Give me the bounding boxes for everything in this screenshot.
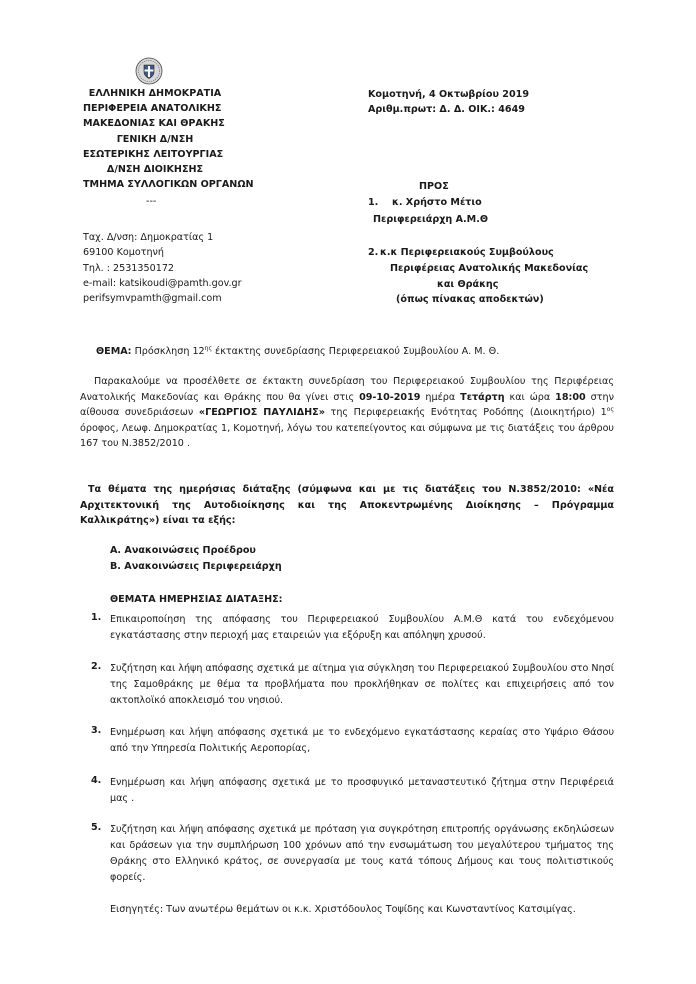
rapporteurs: Εισηγητές: Των ανωτέρω θεμάτων οι κ.κ. Χριστόδουλος Τοψίδης και Κωνσταντίνος Κατσιμίγας. xyxy=(110,904,576,915)
agenda-item-text: Συζήτηση και λήψη απόφασης σχετικά με αίτημα για σύγκληση του Περιφερειακού Συμβουλίου στο Νησί της Σαμοθράκης με θέμα τα προβλήματα που προκλήθηκαν σε πολίτες και επιχειρήσεις από τον ακτοπλοϊκό αποκλεισμό του νησιού. xyxy=(110,663,614,706)
intro-text: και ώρα xyxy=(504,391,556,403)
agenda-item-text: Ενημέρωση και λήψη απόφασης σχετικά με το ενδεχόμενο εγκατάστασης κεραίας στο Υψάριο Θάσου από την Υπηρεσία Πολιτικής Αεροπορίας, xyxy=(110,727,614,754)
recipient-1-title: Περιφερειάρχη Α.Μ.Θ xyxy=(373,214,488,225)
contact-phone: Τηλ. : 2531350172 xyxy=(83,262,175,274)
recipient-2-line1: κ.κ Περιφερειακούς Συμβούλους xyxy=(380,247,554,258)
issuer-line: Δ/ΝΣΗ ΔΙΟΙΚΗΣΗΣ xyxy=(106,164,204,176)
protocol-number: Αριθμ.πρωτ: Δ. Δ. ΟΙΚ.: 4649 xyxy=(368,104,525,115)
issuer-line: ΕΣΩΤΕΡΙΚΗΣ ΛΕΙΤΟΥΡΓΙΑΣ xyxy=(83,148,224,160)
agenda-item-number: 5. xyxy=(91,822,102,833)
document-date: Κομοτηνή, 4 Οκτωβρίου 2019 xyxy=(368,89,530,100)
floor-superscript: ος xyxy=(606,406,614,413)
contact-block xyxy=(83,230,242,306)
recipient-1-number: 1. xyxy=(368,197,379,208)
issuer-line: ΜΑΚΕΔΟΝΙΑΣ ΚΑΙ ΘΡΑΚΗΣ xyxy=(83,118,225,130)
intro-paragraph xyxy=(80,374,614,452)
subject-superscript: ης xyxy=(204,344,212,352)
intro-text: στην αίθουσα συνεδριάσεων xyxy=(80,391,614,419)
subject-line xyxy=(96,346,499,357)
agenda-intro: Τα θέματα της ημερήσιας διάταξης (σύμφωνα και με τις διατάξεις του Ν.3852/2010: «Νέα Αρχιτεκτονική της Αυτοδιοίκησης και της Αποκεντρωμένης Διοίκησης – Πρόγραμμα Καλλικράτης») είναι τα εξής: xyxy=(80,484,614,527)
subject-text-rest: έκτακτης συνεδρίασης Περιφερειακού Συμβουλίου Α. Μ. Θ. xyxy=(212,346,500,357)
recipient-2-line3: και Θράκης xyxy=(437,279,499,290)
meeting-day: Τετάρτη xyxy=(460,391,505,403)
recipient-2-line4: (όπως πίνακας αποδεκτών) xyxy=(396,294,544,305)
greek-emblem-icon xyxy=(135,57,163,85)
agenda-item-text: Ενημέρωση και λήψη απόφασης σχετικά με το προσφυγικό μεταναστευτικό ζήτημα στην Περιφέρειά μας . xyxy=(110,777,614,804)
agenda-item-number: 2. xyxy=(91,661,102,672)
contact-address: Ταχ. Δ/νση: Δημοκρατίας 1 xyxy=(83,232,214,243)
intro-text: ημέρα xyxy=(420,391,461,403)
issuer-line: ΠΕΡΙΦΕΡΕΙΑ ΑΝΑΤΟΛΙΚΗΣ xyxy=(83,103,222,115)
agenda-item-text: Συζήτηση και λήψη απόφασης σχετικά με πρόταση για συγκρότηση επιτροπής οργάνωσης εκδηλώσεων και δράσεων για την συμπλήρωση 100 χρόνων από την ενσωμάτωση του μεγαλύτερου τμήματος της Θράκης στο Ελληνικό κράτος, σε συνεργασία με τους κατά τόπους Δήμους και τους πολιτιστικούς φορείς. xyxy=(110,824,614,883)
issuer-line: ΓΕΝΙΚΗ Δ/ΝΣΗ xyxy=(116,133,194,145)
announcement-governor: Β. Ανακοινώσεις Περιφερειάρχη xyxy=(110,561,282,572)
separator: --- xyxy=(146,196,157,207)
issuer-block xyxy=(80,86,254,192)
meeting-date: 09-10-2019 xyxy=(359,391,421,403)
agenda-item-number: 4. xyxy=(91,775,102,786)
contact-email: e-mail: katsikoudi@pamth.gov.gr xyxy=(83,277,242,289)
recipient-1-name: κ. Χρήστο Μέτιο xyxy=(392,197,482,208)
intro-text: όροφος, Λεωφ. Δημοκρατίας 1, Κομοτηνή, λόγω του κατεπείγοντος και σύμφωνα με τις διατάξεις του άρθρου 167 του Ν.3852/2010 . xyxy=(80,422,614,450)
agenda-item-number: 1. xyxy=(91,612,102,623)
meeting-time: 18:00 xyxy=(555,391,586,403)
intro-text: Παρακαλούμε να προσέλθετε σε έκτακτη συνεδρίαση του Περιφερειακού Συμβουλίου της Περιφέρειας Ανατολικής Μακεδονίας και Θράκης που θα γίνει στις xyxy=(80,376,614,403)
recipient-2-line2: Περιφέρειας Ανατολικής Μακεδονίας xyxy=(390,263,589,274)
intro-text: της Περιφερειακής Ενότητας Ροδόπης (Διοικητήριο) 1 xyxy=(324,407,607,419)
contact-email-2: perifsymvpamth@gmail.com xyxy=(83,293,222,305)
subject-label: ΘΕΜΑ: xyxy=(96,346,132,357)
recipient-2-number: 2. xyxy=(368,247,379,258)
announcement-president: Α. Ανακοινώσεις Προέδρου xyxy=(110,545,256,556)
contact-city: 69100 Κομοτηνή xyxy=(83,247,164,259)
meeting-hall: «ΓΕΩΡΓΙΟΣ ΠΑΥΛΙΔΗΣ» xyxy=(198,407,325,419)
subject-text: Πρόσκληση 12 xyxy=(131,346,205,357)
to-label: ΠΡΟΣ xyxy=(419,181,449,192)
issuer-line: ΕΛΛΗΝΙΚΗ ΔΗΜΟΚΡΑΤΙΑ xyxy=(88,88,222,99)
agenda-item-number: 3. xyxy=(91,725,102,736)
agenda-item-text: Επικαιροποίηση της απόφασης του Περιφερειακού Συμβουλίου Α.Μ.Θ κατά του ενδεχόμενου εγκατάστασης στην περιοχή μας εταιρειών για εξόρυξη και απόληψη χρυσού. xyxy=(110,614,614,641)
agenda-title: ΘΕΜΑΤΑ ΗΜΕΡΗΣΙΑΣ ΔΙΑΤΑΞΗΣ: xyxy=(110,594,283,605)
issuer-line: ΤΜΗΜΑ ΣΥΛΛΟΓΙΚΩΝ ΟΡΓΑΝΩΝ xyxy=(83,179,254,191)
